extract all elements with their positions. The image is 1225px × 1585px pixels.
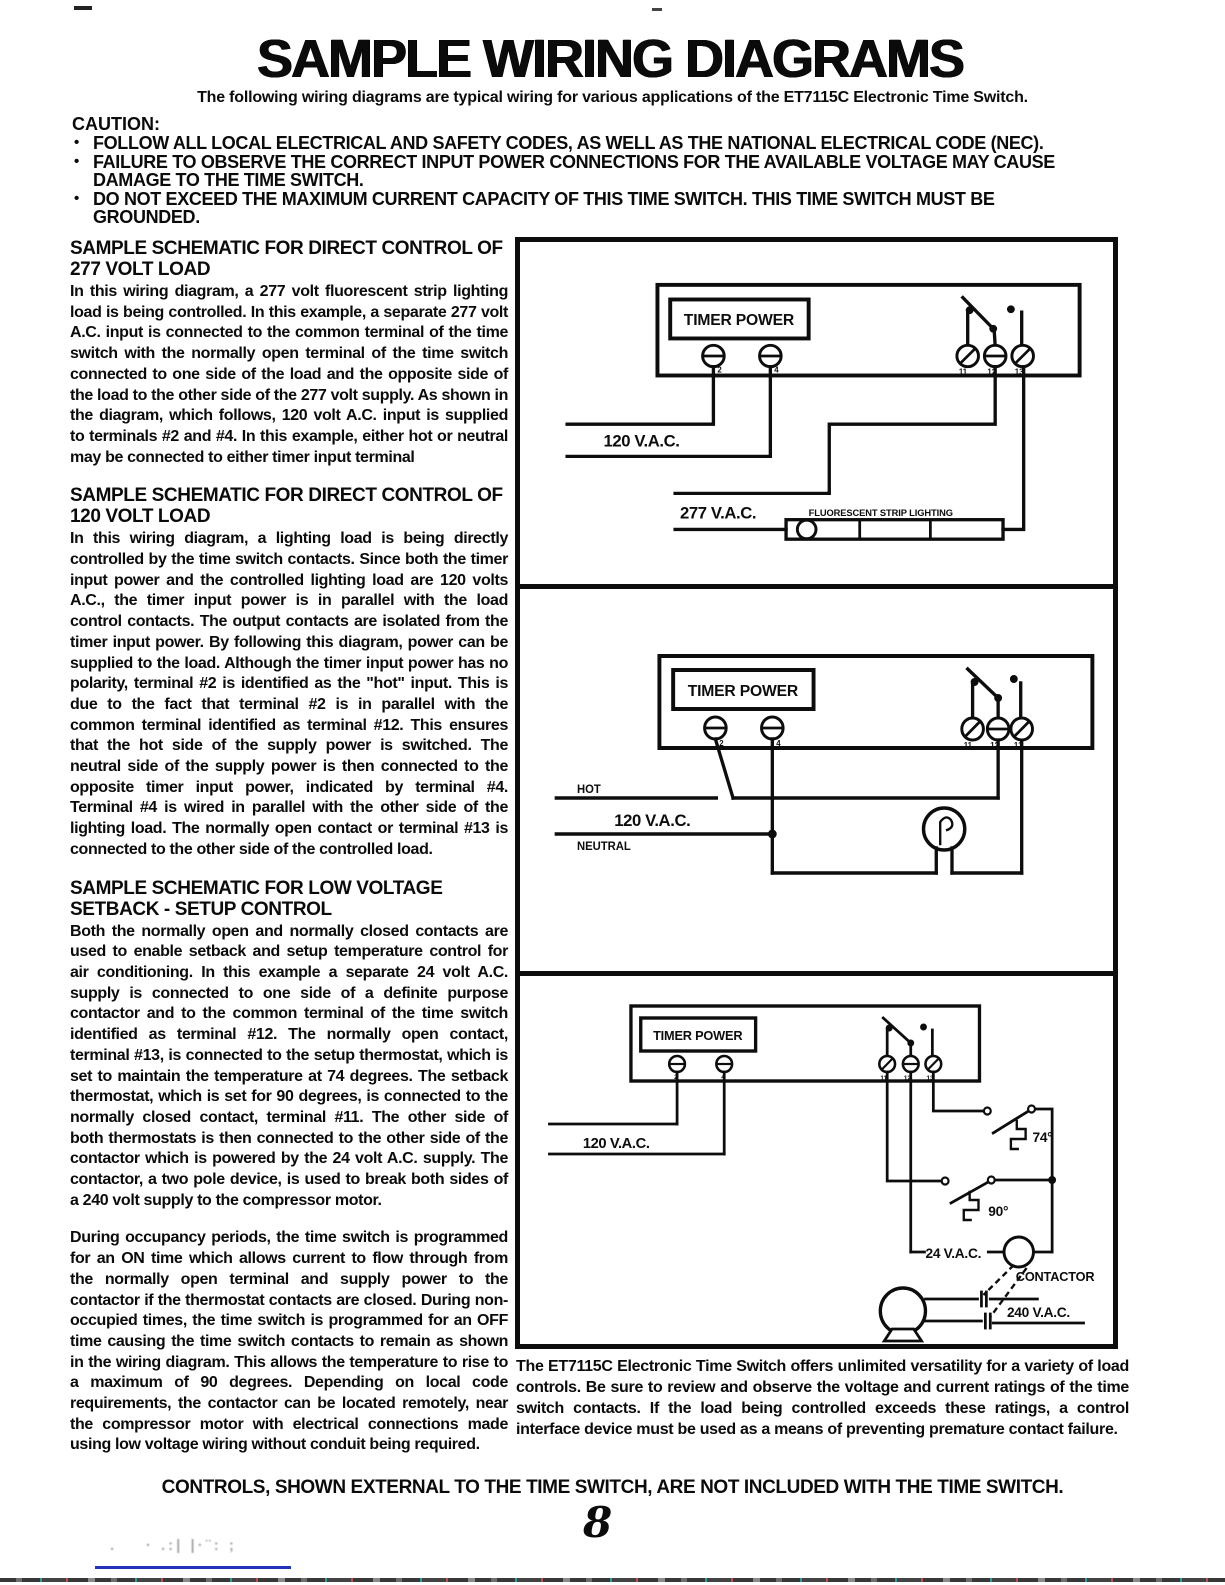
section-body: During occupancy periods, the time switch is programmed for an ON time which allows current to flow through from the normally open terminal and supply power to the contactor if the thermostat contacts are closed. During non-occupied times, the time switch is programmed for an OFF time causing the time switch contacts to remain as shown in the wiring diagram. This allows the temperature to rise to a maximum of 90 degrees. Depending on local code requirements, the contactor can be located remotely, near the compressor motor with electrical connections made using low voltage wiring without conduit being required. (70, 1229, 508, 1454)
label-neutral: NEUTRAL (576, 840, 631, 854)
page-number: 8 (583, 1498, 612, 1547)
wiring-diagram-120v (520, 589, 1113, 971)
label-120vac: 120 V.A.C. (582, 1135, 650, 1153)
relay-contact-icon (968, 669, 1021, 718)
contactor-link-dashed (983, 1265, 1013, 1295)
timer-power-label: TIMER POWER (653, 1027, 743, 1044)
terminal-12-icon (903, 1056, 919, 1072)
timer-power-label: TIMER POWER (683, 311, 795, 329)
lamp-icon (924, 808, 965, 873)
fluorescent-strip-icon (786, 520, 1003, 539)
label-90-deg: 90° (988, 1202, 1009, 1220)
wiring-diagram-277v (520, 242, 1113, 584)
terminal-4-icon (716, 1056, 732, 1072)
terminal-11-icon (879, 1056, 895, 1072)
terminal-11-icon (957, 345, 979, 366)
page-title: SAMPLE WIRING DIAGRAMS (257, 29, 963, 89)
section-body: In this wiring diagram, a 277 volt fluorescent strip lighting load is being controlled. In this example, a separate 277 volt A.C. input is connected to the common terminal of the time switch with the normally open terminal of the time switch connected to one side of the load and the opposite side of the load to the other side of the 277 volt supply. As shown in the diagram, which follows, 120 volt A.C. input is supplied to terminals #2 and #4. In this example, either hot or neutral may be connected to either timer input terminal (70, 283, 508, 466)
caution-block (72, 115, 1057, 227)
wire-no-to-load (1003, 367, 1024, 530)
section-heading: SAMPLE SCHEMATIC FOR DIRECT CONTROL OF 120 VOLT LOAD (70, 485, 503, 528)
section-277v (70, 238, 508, 468)
wire-277-common (675, 367, 995, 494)
terminal-2-number: 2 (717, 365, 722, 375)
terminal-11-number: 11 (963, 740, 973, 751)
scan-smudge: . · .:| |·¨: ; (110, 1537, 237, 1554)
section-setback (70, 878, 508, 1212)
contact-open-dot (942, 1178, 949, 1185)
terminal-12-number: 12 (987, 367, 997, 377)
caution-bullet-text: DO NOT EXCEED THE MAXIMUM CURRENT CAPACITY OF THIS TIME SWITCH. THIS TIME SWITCH MUST BE GROUNDED. (93, 188, 995, 228)
terminal-13-icon (1011, 718, 1033, 740)
terminal-13-icon (925, 1056, 941, 1072)
terminal-4-icon (762, 717, 784, 739)
terminal-13-icon (1012, 345, 1034, 366)
terminal-11-number: 11 (958, 367, 968, 377)
relay-contact-icon (963, 298, 1022, 347)
caution-bullet-text: FOLLOW ALL LOCAL ELECTRICAL AND SAFETY CODES, AS WELL AS THE NATIONAL ELECTRICAL CODE (NEC). (93, 133, 1044, 153)
closing-paragraph: The ET7115C Electronic Time Switch offers unlimited versatility for a variety of load controls. Be sure to review and observe the voltage and current ratings of the time switch contacts. If the load being controlled exceeds these ratings, a control interface device must be used as a means of preventing premature contact failure. (516, 1358, 1129, 1438)
label-contactor: CONTACTOR (1015, 1268, 1095, 1285)
terminal-2-icon (703, 345, 725, 366)
scan-tick-mark (74, 6, 92, 10)
caution-bullet-text: FAILURE TO OBSERVE THE CORRECT INPUT POWER CONNECTIONS FOR THE AVAILABLE VOLTAGE MAY CAUSE DAMAGE TO THE TIME SWITCH. (93, 151, 1055, 191)
footer-note: CONTROLS, SHOWN EXTERNAL TO THE TIME SWITCH, ARE NOT INCLUDED WITH THE TIME SWITCH. (161, 1477, 1064, 1498)
section-body: In this wiring diagram, a lighting load is being directly controlled by the time switch contacts. Since both the timer input power and the controlled lighting load are 120 volts A.C., the timer input power is in parallel with the load control contacts. The output contacts are isolated from the timer input power. By following this diagram, power can be supplied to the load. Although the timer input power has no polarity, terminal #2 is identified as the "hot" input. This is due to the fact that terminal #2 is in parallel with the common terminal identified as terminal #12. This ensures that the hot side of the supply power is switched. The neutral side of the supply power is then connected to the opposite timer input power, indicated by terminal #4. Terminal #4 is wired in parallel with the other side of the lighting load. The normally open contact or terminal #13 is connected to the other side of the controlled load. (70, 530, 508, 858)
bullet-icon: • (74, 152, 79, 170)
terminal-12-number: 12 (990, 740, 999, 751)
label-277vac: 277 V.A.C. (680, 503, 757, 523)
terminal-4-number: 4 (721, 1073, 725, 1082)
motor-icon (880, 1288, 925, 1341)
relay-contact-icon (883, 1018, 932, 1056)
label-hot: HOT (576, 783, 601, 797)
section-heading: SAMPLE SCHEMATIC FOR LOW VOLTAGE SETBACK - SETUP CONTROL (70, 877, 443, 920)
terminal-2-number: 2 (674, 1073, 678, 1082)
diagram-277v-load (520, 242, 1113, 584)
terminal-13-number: 13 (926, 1074, 934, 1083)
section-120v (70, 485, 508, 860)
label-120vac: 120 V.A.C. (614, 810, 691, 831)
terminal-12-number: 12 (903, 1074, 911, 1083)
terminal-4-number: 4 (776, 738, 781, 749)
terminal-13-number: 13 (1013, 740, 1023, 751)
caution-bullet-2 (72, 153, 1057, 190)
caution-bullet-3 (72, 190, 1057, 227)
label-74-deg: 74° (1032, 1128, 1053, 1146)
wiring-diagram-setback (520, 976, 1113, 1354)
label-240vac: 240 V.A.C. (1006, 1303, 1070, 1321)
terminal-2-icon (669, 1056, 685, 1072)
scan-edge-artifact (0, 1578, 1225, 1582)
terminal-11-icon (962, 718, 984, 740)
contactor-coil-icon (1004, 1237, 1033, 1267)
label-120vac: 120 V.A.C. (603, 431, 680, 451)
terminal-13-number: 13 (1014, 367, 1024, 377)
label-24vac: 24 V.A.C. (925, 1244, 982, 1262)
page-subtitle: The following wiring diagrams are typical wiring for various applications of the ET7115C Electronic Time Switch. (197, 89, 1028, 106)
diagram-setback-setup (520, 971, 1113, 1354)
terminal-12-icon (987, 718, 1009, 740)
bullet-icon: • (74, 134, 79, 151)
terminal-11-number: 11 (880, 1074, 888, 1083)
thermostat-74-icon (993, 1106, 1035, 1150)
timer-power-label: TIMER POWER (687, 682, 799, 701)
scan-mark-blue-line (95, 1566, 291, 1569)
label-fluorescent-strip: FLUORESCENT STRIP LIGHTING (808, 507, 953, 518)
section-body: Both the normally open and normally closed contacts are used to enable setback and setup temperature control for air conditioning. In this example a separate 24 volt A.C. supply is connected to one side of a definite purpose contactor and to the common terminal of the time switch identified as terminal #12. The normally open contact, terminal #13, is connected to the setup thermostat, which is set to maintain the temperature at 74 degrees. The setback thermostat, which is set for 90 degrees, is connected to the normally closed contact, terminal #11. The other side of both thermostats is then connected to the other side of the contactor which is powered by the 24 volt A.C. supply. The contactor, a two pole device, is used to break both sides of a 240 volt supply to the compressor motor. (70, 922, 508, 1209)
contact-open-dot (984, 1108, 991, 1115)
terminal-2-icon (705, 717, 727, 739)
diagram-120v-load (520, 584, 1113, 971)
section-heading: SAMPLE SCHEMATIC FOR DIRECT CONTROL OF 277 VOLT LOAD (70, 238, 503, 280)
caution-bullet-1 (72, 134, 1057, 153)
terminal-4-number: 4 (774, 365, 779, 375)
terminal-2-number: 2 (719, 738, 724, 749)
wiring-diagram-panel (515, 237, 1118, 1349)
terminal-4-icon (760, 345, 782, 366)
section-occupancy (70, 1228, 508, 1456)
wire-no-branch (933, 1072, 983, 1111)
left-text-column (70, 238, 508, 1473)
caution-heading: CAUTION: (72, 114, 160, 134)
terminal-12-icon (984, 345, 1006, 366)
scan-tick-mark (652, 8, 662, 11)
bullet-icon: • (74, 189, 79, 207)
